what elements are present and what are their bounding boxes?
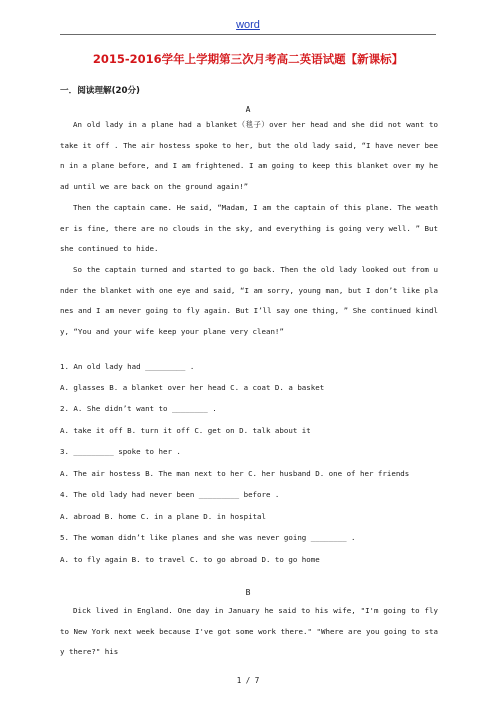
section-heading-reading: 一．阅读理解(20分) <box>60 86 140 96</box>
question-5-options: A. to fly again B. to travel C. to go abroad D. to go home <box>60 555 320 564</box>
question-1-options: A. glasses B. a blanket over her head C. a coat D. a basket <box>60 383 325 392</box>
question-1-stem: 1. An old lady had _________ . <box>60 362 195 371</box>
question-2-options: A. take it off B. turn it off C. get on D. talk about it <box>60 426 311 435</box>
passage-a-paragraph-3: So the captain turned and started to go back. Then the old lady looked out from under the blanket with one eye and said, “I am sorry, young man, but I don’t like planes and I am never going to fly again. But I’ll say one thing, ” She continued kindly, “You and your wife keep your plane very clean!” <box>60 265 438 336</box>
page-number: 1 / 7 <box>236 676 260 685</box>
page-title: 2015-2016学年上学期第三次月考高二英语试题【新课标】 <box>92 52 404 66</box>
word-link-text[interactable]: word <box>236 19 260 31</box>
passage-a-paragraph-1: An old lady in a plane had a blanket（毯子）over her head and she did not want to take it off . The air hostess spoke to her, but the old lady said, “I have never been in a plane before, and I am frightened. I am going to keep this blanket over my head until we are back on the ground again!” <box>60 120 438 191</box>
passage-b-paragraph-1: Dick lived in England. One day in January he said to his wife, "I'm going to fly to New York next week because I've got some work there." "Where are you going to stay there?" his <box>60 606 438 657</box>
passage-b-label: B <box>245 588 251 597</box>
question-5-stem: 5. The woman didn’t like planes and she was never going ________ . <box>60 533 356 542</box>
question-2-stem: 2. A. She didn’t want to ________ . <box>60 404 217 413</box>
header-word-link[interactable] <box>0 19 496 31</box>
passage-a-label: A <box>245 105 251 114</box>
question-4-options: A. abroad B. home C. in a plane D. in hospital <box>60 512 266 521</box>
question-4-stem: 4. The old lady had never been _________ before . <box>60 490 280 499</box>
question-3-stem: 3. _________ spoke to her . <box>60 447 181 456</box>
header-rule <box>60 34 436 35</box>
passage-a-paragraph-2: Then the captain came. He said, “Madam, I am the captain of this plane. The weather is fine, there are no clouds in the sky, and everything is going very well. ” But she continued to hide. <box>60 203 438 254</box>
question-3-options: A. The air hostess B. The man next to her C. her husband D. one of her friends <box>60 469 410 478</box>
